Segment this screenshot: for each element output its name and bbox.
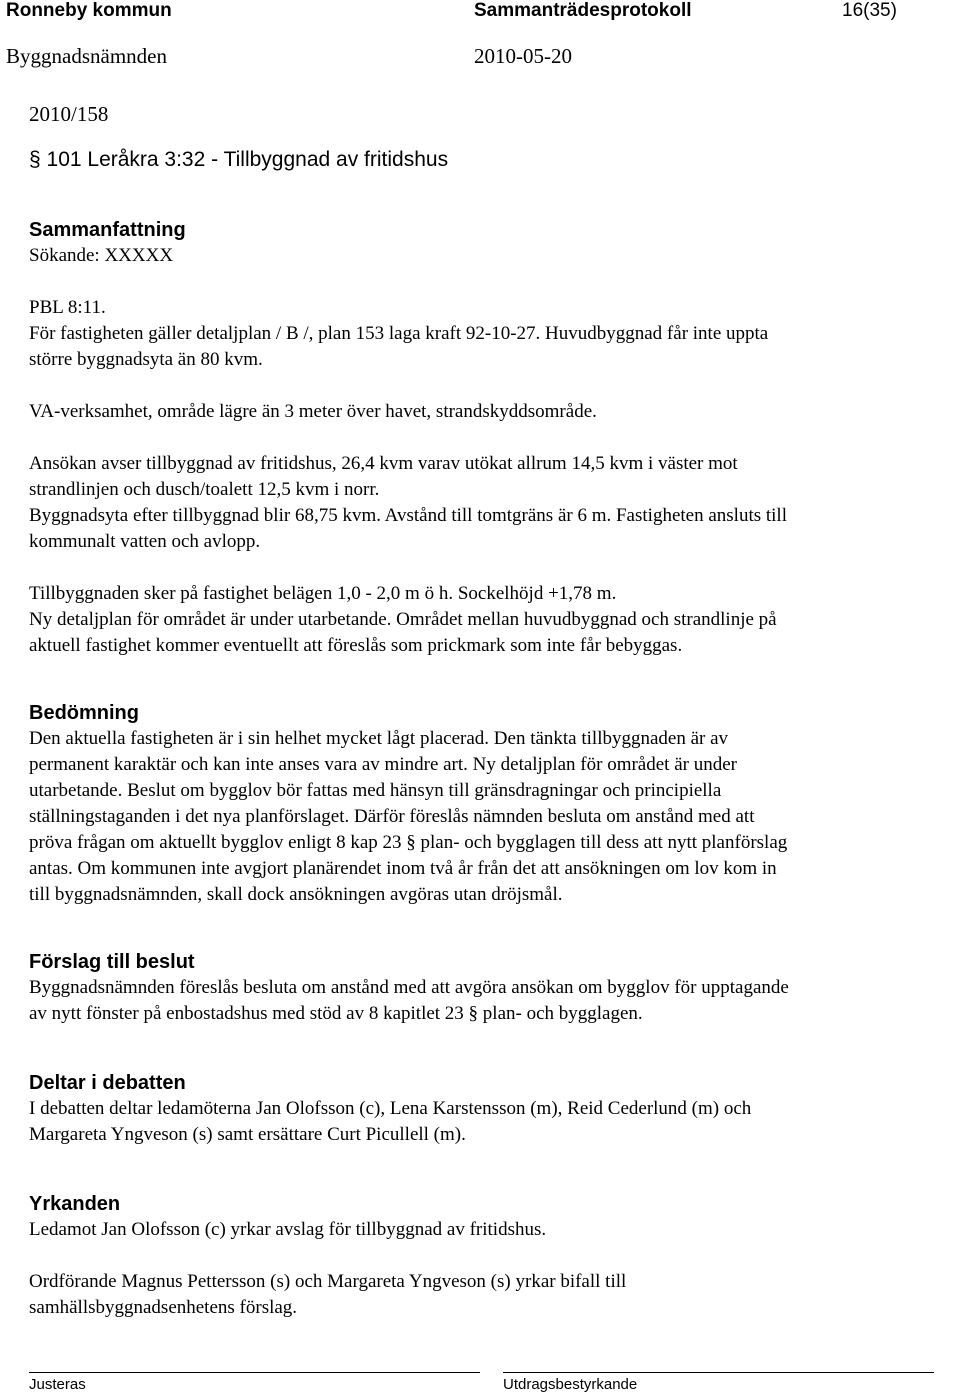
debate-heading: Deltar i debatten — [29, 1072, 186, 1094]
meeting-date: 2010-05-20 — [474, 44, 572, 68]
footer-rule-left — [29, 1372, 480, 1373]
text-line: antas. Om kommunen inte avgjort planärendet inom två år från det att ansökningen om lov kom in — [29, 858, 777, 879]
text-line: I debatten deltar ledamöterna Jan Olofsson (c), Lena Karstensson (m), Reid Cederlund (m) och — [29, 1098, 752, 1119]
footer-rule-right — [503, 1372, 934, 1373]
text-line: Margareta Yngveson (s) samt ersättare Curt Picullell (m). — [29, 1124, 466, 1145]
text-line: Byggnadsnämnden föreslås besluta om anstånd med att avgöra ansökan om bygglov för upptagande — [29, 977, 789, 998]
text-line: För fastigheten gäller detaljplan / B /, plan 153 laga kraft 92-10-27. Huvudbyggnad får inte uppta — [29, 323, 769, 344]
text-line: större byggnadsyta än 80 kvm. — [29, 349, 263, 370]
text-line: Ny detaljplan för området är under utarbetande. Området mellan huvudbyggnad och strandlinje på — [29, 609, 777, 630]
summary-text — [29, 243, 787, 659]
text-line — [29, 425, 787, 451]
motions-heading: Yrkanden — [29, 1193, 121, 1215]
item-title: § 101 Leråkra 3:32 - Tillbyggnad av fritidshus — [29, 148, 449, 171]
proposal-text — [29, 975, 789, 1027]
assessment-text — [29, 726, 787, 908]
text-line: av nytt fönster på enbostadshus med stöd av 8 kapitlet 23 § plan- och bygglagen. — [29, 1003, 643, 1024]
text-line: Sökande: XXXXX — [29, 245, 174, 266]
debate-text — [29, 1096, 751, 1148]
text-line — [29, 269, 787, 295]
text-line: permanent karaktär och kan inte anses vara av mindre art. Ny detaljplan för området är under — [29, 754, 737, 775]
text-line — [29, 373, 787, 399]
text-line: kommunalt vatten och avlopp. — [29, 531, 261, 552]
text-line: strandlinjen och dusch/toalett 12,5 kvm i norr. — [29, 479, 380, 500]
text-line: VA-verksamhet, område lägre än 3 meter över havet, strandskyddsområde. — [29, 401, 597, 422]
summary-section — [29, 217, 787, 659]
text-line: ställningstaganden i det nya planförslaget. Därför föreslås nämnden besluta om anstånd med att — [29, 806, 755, 827]
document-type: Sammanträdesprotokoll — [474, 0, 692, 21]
text-line — [29, 1243, 626, 1269]
text-line: PBL 8:11. — [29, 297, 106, 318]
text-line: Tillbyggnaden sker på fastighet belägen 1,0 - 2,0 m ö h. Sockelhöjd +1,78 m. — [29, 583, 617, 604]
text-line: samhällsbyggnadsenhetens förslag. — [29, 1297, 298, 1318]
text-line: utarbetande. Beslut om bygglov bör fattas med hänsyn till gränsdragningar och principiella — [29, 780, 722, 801]
text-line: aktuell fastighet kommer eventuellt att föreslås som prickmark som inte får bebyggas. — [29, 635, 683, 656]
text-line: Ledamot Jan Olofsson (c) yrkar avslag för tillbyggnad av fritidshus. — [29, 1219, 547, 1240]
text-line — [29, 555, 787, 581]
text-line: Den aktuella fastigheten är i sin helhet mycket lågt placerad. Den tänkta tillbyggnaden är av — [29, 728, 729, 749]
motions-section — [29, 1191, 626, 1321]
motions-text — [29, 1217, 626, 1321]
page-number: 16(35) — [842, 0, 897, 21]
text-line: Ordförande Magnus Pettersson (s) och Margareta Yngveson (s) yrkar bifall till — [29, 1271, 627, 1292]
footer-justeras: Justeras — [29, 1376, 86, 1393]
municipality-name: Ronneby kommun — [6, 0, 172, 21]
debate-section — [29, 1070, 751, 1148]
proposal-section — [29, 949, 789, 1027]
text-line: Ansökan avser tillbyggnad av fritidshus, 26,4 kvm varav utökat allrum 14,5 kvm i väster mot — [29, 453, 738, 474]
summary-heading: Sammanfattning — [29, 219, 186, 241]
text-line: Byggnadsyta efter tillbyggnad blir 68,75 kvm. Avstånd till tomtgräns är 6 m. Fastigheten ansluts till — [29, 505, 787, 526]
footer-utdragsbestyrkande: Utdragsbestyrkande — [503, 1376, 638, 1393]
text-line: till byggnadsnämnden, skall dock ansökningen avgöras utan dröjsmål. — [29, 884, 563, 905]
board-name: Byggnadsnämnden — [6, 44, 167, 68]
text-line: pröva frågan om aktuellt bygglov enligt 8 kap 23 § plan- och bygglagen till dess att nytt planförslag — [29, 832, 788, 853]
assessment-section — [29, 700, 787, 908]
assessment-heading: Bedömning — [29, 702, 139, 724]
proposal-heading: Förslag till beslut — [29, 951, 195, 973]
case-number: 2010/158 — [29, 102, 109, 126]
